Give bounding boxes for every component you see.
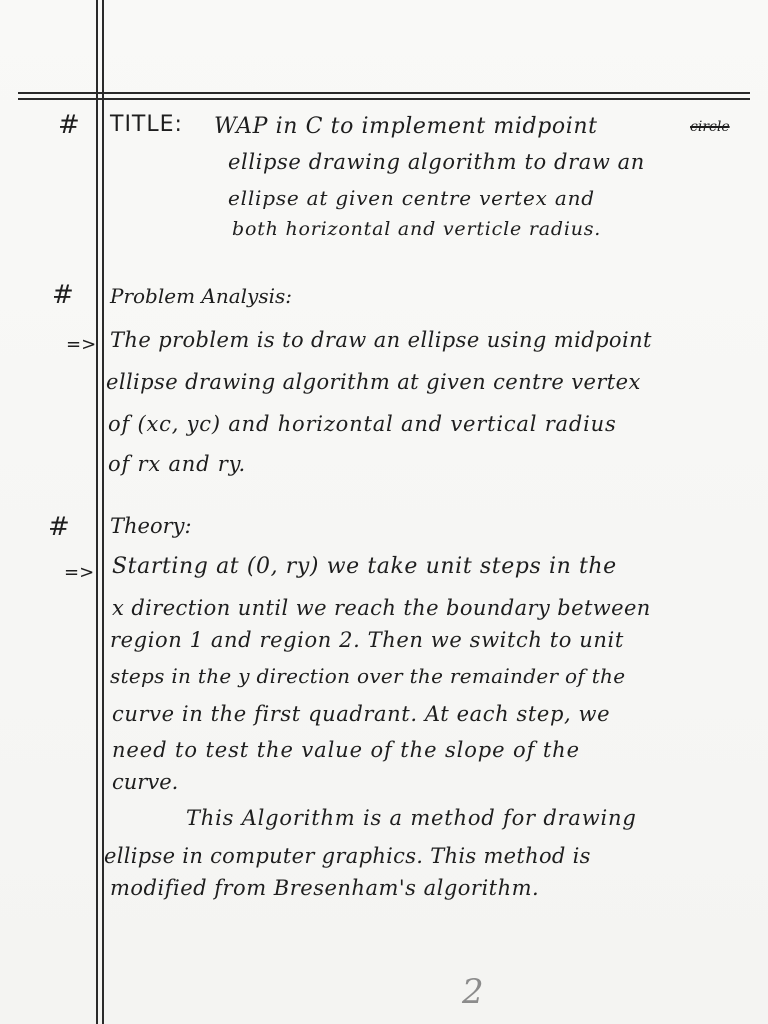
theory-line-8: This Algorithm is a method for drawing	[186, 806, 637, 830]
problem-heading: Problem Analysis:	[110, 284, 293, 308]
title-label: TITLE:	[110, 112, 183, 137]
problem-line-1: The problem is to draw an ellipse using midpoint	[110, 328, 652, 352]
theory-line-2: x direction until we reach the boundary between	[112, 596, 651, 620]
title-line-2: ellipse drawing algorithm to draw an	[228, 150, 645, 174]
theory-line-10: modified from Bresenham's algorithm.	[110, 876, 540, 900]
theory-line-7: curve.	[112, 770, 179, 794]
problem-line-2: ellipse drawing algorithm at given centre vertex	[106, 370, 641, 394]
header-rule-bottom	[18, 98, 750, 100]
theory-line-6: need to test the value of the slope of the	[112, 738, 580, 762]
theory-line-3: region 1 and region 2. Then we switch to unit	[110, 628, 624, 652]
title-struck-word: circle	[690, 119, 730, 135]
theory-line-9: ellipse in computer graphics. This method is	[104, 844, 591, 868]
problem-line-4: of rx and ry.	[108, 452, 246, 476]
page-number: 2	[462, 972, 484, 1012]
theory-arrow: =>	[64, 562, 95, 583]
theory-heading: Theory:	[110, 514, 192, 538]
title-line-3: ellipse at given centre vertex and	[228, 186, 595, 210]
title-hash-mark: #	[58, 110, 80, 140]
problem-arrow: =>	[66, 334, 97, 355]
problem-hash-mark: #	[52, 280, 74, 310]
theory-line-5: curve in the first quadrant. At each step, we	[112, 702, 611, 726]
title-line-4: both horizontal and verticle radius.	[232, 218, 602, 240]
title-line-1: WAP in C to implement midpoint	[214, 114, 598, 139]
theory-hash-mark: #	[48, 512, 70, 542]
margin-line-right	[102, 0, 104, 1024]
theory-line-4: steps in the y direction over the remainder of the	[110, 664, 626, 688]
theory-line-1: Starting at (0, ry) we take unit steps in the	[112, 554, 617, 579]
problem-line-3: of (xc, yc) and horizontal and vertical radius	[108, 412, 617, 436]
margin-line-left	[96, 0, 98, 1024]
header-rule-top	[18, 92, 750, 94]
